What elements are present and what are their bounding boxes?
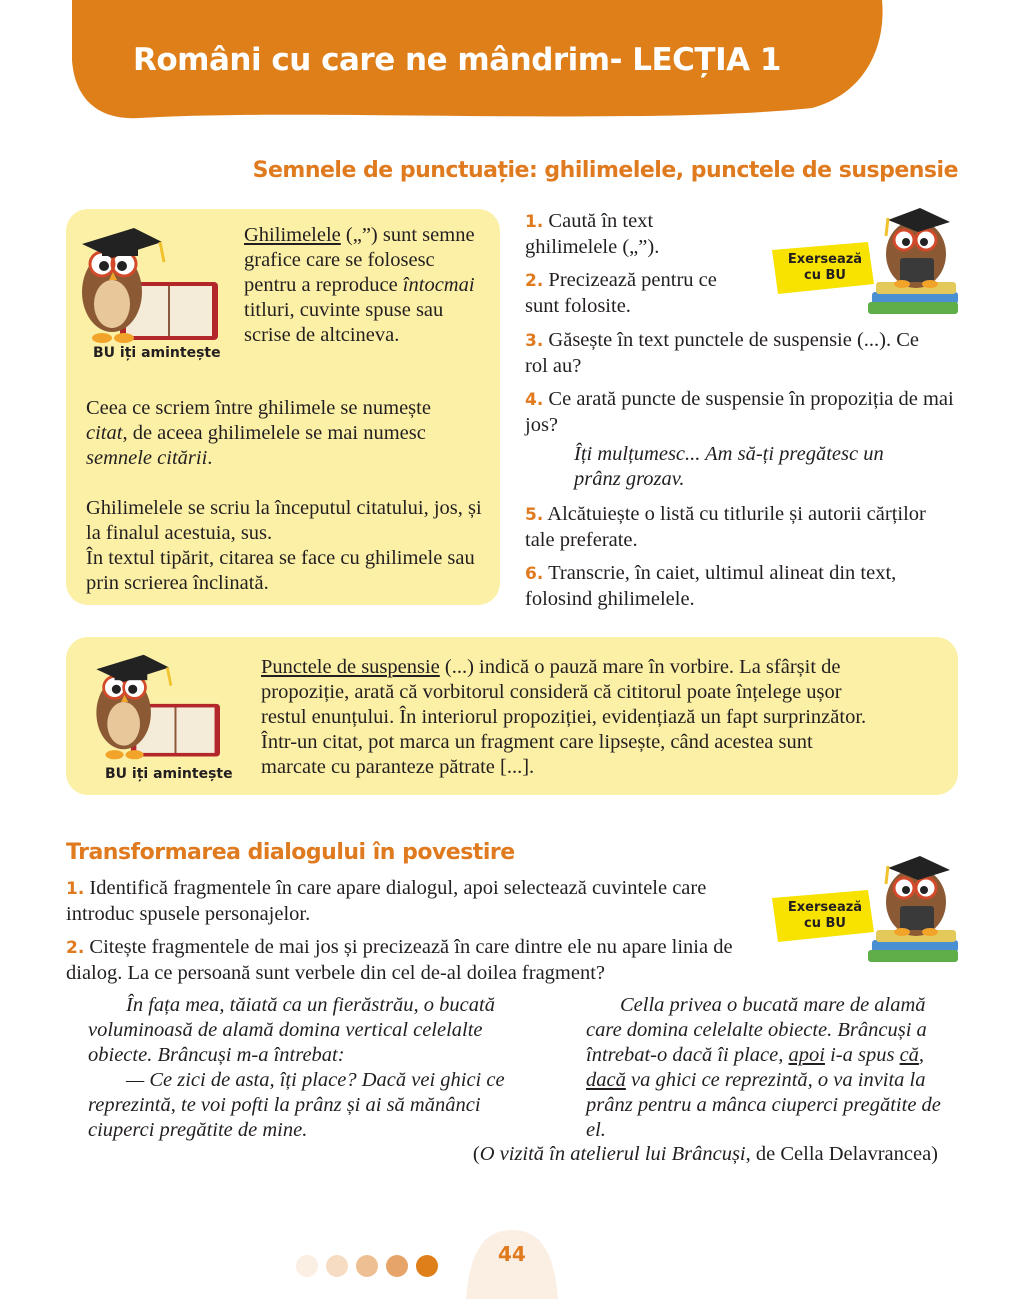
task-item: 3. Găsește în text punctele de suspensie (...). Ce rol au?: [525, 329, 920, 377]
task-item: 2. Precizează pentru ce sunt folosite.: [525, 269, 717, 317]
owl-reading-book-icon: [72, 214, 232, 346]
reminder-caption: BU iți amintește: [105, 766, 233, 782]
exercise-badge-label: Exersează cu BU: [787, 900, 863, 931]
progress-dot: [416, 1255, 438, 1277]
task-item: 5. Alcătuiește o listă cu titlurile și autorii cărților tale preferate.: [525, 503, 926, 551]
reminder-caption: BU iți amintește: [93, 345, 221, 361]
progress-dot: [386, 1255, 408, 1277]
fragment-dialogue: În fața mea, tăiată ca un fierăstrău, o bucată voluminoasă de alamă domina vertical celelalte obiecte. Brâncuși m-a întrebat: — Ce zici de asta, îți place? Dacă vei ghici ce reprezintă, te voi pofti la prânz și ai să mănânci ciuperci pregătite de mine.: [88, 994, 505, 1141]
term-ellipsis: Punctele de suspensie: [261, 656, 440, 678]
progress-dot: [296, 1255, 318, 1277]
lesson-title: Români cu care ne mândrim- LECȚIA 1: [133, 42, 781, 78]
task-item: 1. Identifică fragmentele în care apare dialogul, apoi selectează cuvintele care introduc spusele personajelor.: [66, 877, 707, 925]
quotes-citation-paragraph: Ceea ce scriem între ghilimele se numește citat, de aceea ghilimelele se mai numesc semnele citării.: [86, 397, 431, 469]
task-item: 4. Ce arată puncte de suspensie în propoziția de mai jos?: [525, 388, 954, 436]
task-item: 2. Citește fragmentele de mai jos și precizează în care dintre ele nu apare linia de dialog. La ce persoană sunt verbele din cel de-al doilea fragment?: [66, 936, 733, 984]
task-item: 6. Transcrie, în caiet, ultimul alineat din text, folosind ghilimelele.: [525, 562, 897, 610]
progress-dot: [326, 1255, 348, 1277]
quotes-placement-paragraph: Ghilimelele se scriu la începutul citatului, jos, și la finalul acestuia, sus. În textul tipărit, citarea se face cu ghilimele sau prin scrierea înclinată.: [86, 497, 482, 594]
section-title-dialogue: Transformarea dialogului în povestire: [66, 840, 515, 865]
owl-reading-book-icon: [80, 642, 240, 762]
exercise-badge-label: Exersează cu BU: [787, 252, 863, 283]
task-item: 1. Caută în text ghilimelele („”).: [525, 210, 660, 258]
ellipsis-definition: Punctele de suspensie (...) indică o pauză mare în vorbire. La sfârșit de propoziție, arată că vorbitorul consideră că cititorul poate înțelege ușor restul enunțului. În interiorul propoziției, evidențiază un fapt surprinzător. Într-un citat, pot marca un fragment care lipsește, când acestea sunt marcate cu paranteze pătrate [...].: [261, 656, 867, 778]
term-quotes: Ghilimelele: [244, 224, 341, 246]
fragment-narrative: Cella privea o bucată mare de alamă care domina celelalte obiecte. Brâncuși a întrebat-o dacă îi place, apoi i-a spus că, dacă va ghici ce reprezintă, o va invita la prânz pentru a mânca ciuperci pregătite de el.: [586, 994, 941, 1141]
source-citation: (O vizită în atelierul lui Brâncuși, de Cella Delavrancea): [472, 1143, 938, 1165]
section-title-punctuation: Semnele de punctuație: ghilimelele, punctele de suspensie: [252, 158, 958, 183]
progress-dot: [356, 1255, 378, 1277]
page-number: 44: [498, 1242, 526, 1266]
quotes-definition: Ghilimelele („”) sunt semne grafice care se folosesc pentru a reproduce întocmai titluri, cuvinte spuse sau scrise de altcineva.: [244, 224, 475, 346]
task4-quote: Îți mulțumesc... Am să-ți pregătesc un prânz grozav.: [574, 443, 884, 490]
